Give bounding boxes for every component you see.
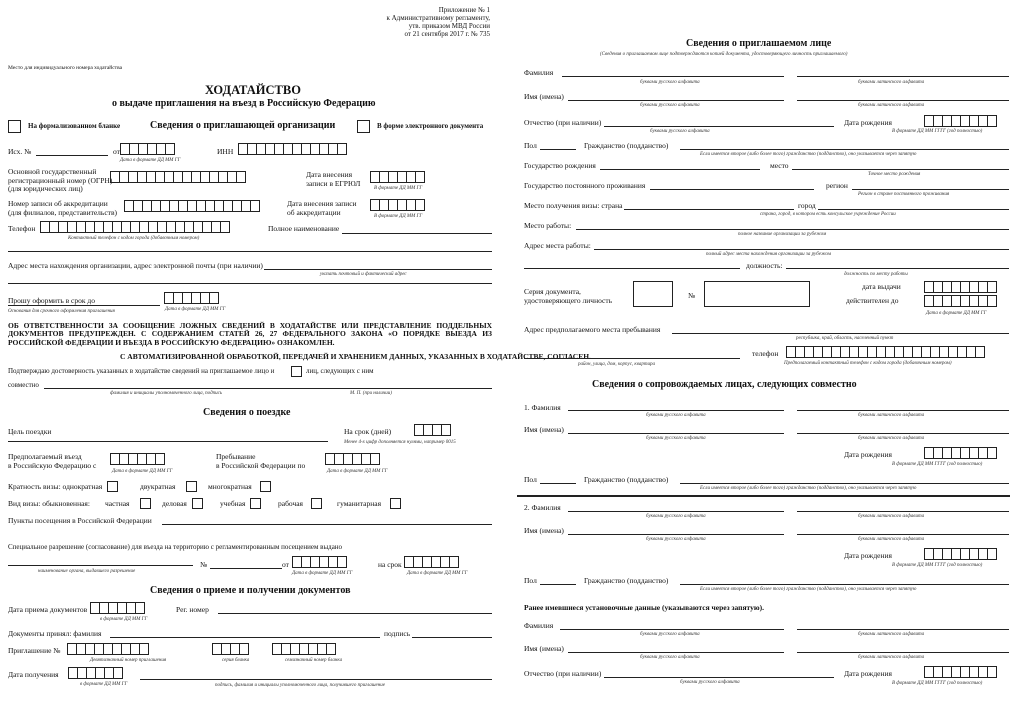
inv-name-lat-field[interactable] (797, 100, 1009, 101)
persons-label: лиц, следующих с ним (306, 367, 374, 375)
prev-birth-boxes[interactable] (924, 666, 996, 678)
invitation-no-label: Приглашение № (8, 646, 61, 655)
inviting-org-heading: Сведения о приглашающей организации (150, 120, 336, 131)
barcode-place: Место для индивидуального номера ходатайства (8, 65, 123, 71)
acc1-surname-lat[interactable] (797, 410, 1009, 411)
persons-count-box[interactable] (291, 366, 302, 377)
inv-name-rus-field[interactable] (568, 100, 784, 101)
char-cell[interactable] (239, 643, 249, 655)
receipt-date-boxes[interactable] (68, 667, 122, 679)
hint-rus: буквами русского алфавита (640, 655, 700, 660)
signature-line[interactable] (412, 637, 492, 638)
reg-no-field[interactable] (218, 613, 492, 614)
confirm-label: Подтверждаю достоверность указанных в ходатайстве сведений на приглашаемое лицо и (8, 367, 275, 375)
issue-date-label: дата выдачи (862, 282, 901, 291)
char-cell[interactable] (113, 667, 123, 679)
ogrn-label: Основной государственный регистрационный номер (ОГРН) (для юридических лиц) (8, 167, 113, 194)
invitation-no-boxes[interactable] (67, 643, 148, 655)
prev-name-rus[interactable] (568, 652, 784, 653)
acc2-birth-boxes[interactable] (924, 548, 996, 560)
purpose-field[interactable] (8, 441, 328, 442)
visa-place-label: Место получения визы: страна (524, 201, 623, 210)
liability-warning: ОБ ОТВЕТСТВЕННОСТИ ЗА СООБЩЕНИЕ ЛОЖНЫХ СВЕДЕНИЙ В ХОДАТАЙСТВЕ ИЛИ ПРЕДСТАВЛЕНИЕ ПОДДЕЛЬНЫХ ДОКУМЕНТОВ ПРЕДУПРЕЖДЕН. С СОДЕРЖАНИЕМ СТАТЕЙ 26, 27 ФЕДЕРАЛЬНОГО ЗАКОНА «О ПОРЯДКЕ ВЫЕЗДА ИЗ РОССИЙСКОЙ ФЕДЕРАЦИИ И ВЪЕЗДА В РОССИЙСКУЮ ФЕДЕРАЦИЮ» ОЗНАКОМЛЕН. (8, 321, 492, 347)
inv-birth-date-label: Дата рождения (844, 118, 892, 127)
char-cell[interactable] (326, 643, 336, 655)
char-cell[interactable] (415, 199, 425, 211)
hint-rus: буквами русского алфавита (646, 537, 706, 542)
valid-until-label: действителен до (846, 296, 899, 305)
single-entry-checkbox[interactable] (107, 481, 118, 492)
acc2-citizenship-hint: Если имеется второе (либо более того) гражданство (подданство), оно указывается через запятую (700, 587, 917, 592)
accept-date-label: Дата приема документов (8, 605, 88, 614)
org-address-label: Адрес места нахождения организации, адрес электронной почты (при наличии) (8, 261, 263, 270)
char-cell[interactable] (987, 666, 997, 678)
out-no-field[interactable] (36, 155, 108, 156)
hint-lat: буквами латинского алфавита (858, 103, 925, 108)
hint-rus: буквами русского алфавита (680, 680, 740, 685)
char-cell[interactable] (987, 281, 997, 293)
private-label: частная (105, 499, 130, 508)
doc-series-box[interactable] (633, 281, 673, 307)
signature-field[interactable] (44, 388, 492, 389)
org-address-field-2[interactable] (8, 283, 492, 284)
prev-birth-label: Дата рождения (844, 669, 892, 678)
hint-rus: буквами русского алфавита (640, 103, 700, 108)
position-field[interactable] (786, 268, 1009, 269)
acc2-citizenship-field[interactable] (680, 584, 1009, 585)
invitation-no-hint: Девятизначный номер приглашения (90, 658, 167, 663)
duration-label: На срок (дней) (344, 427, 392, 436)
stay-address-label: Адрес предполагаемого места пребывания (524, 325, 661, 334)
receipt-date-hint: в формате ДД ММ ГГ (80, 682, 128, 687)
char-cell[interactable] (139, 643, 149, 655)
char-cell[interactable] (337, 556, 347, 568)
together-label: совместно (8, 381, 39, 389)
accept-date-hint: в формате ДД ММ ГГ (100, 617, 148, 622)
multiple-entry-checkbox[interactable] (260, 481, 271, 492)
accr-date-label: Дата внесения записи об аккредитации (287, 199, 357, 217)
issue-date-boxes[interactable] (924, 281, 996, 293)
prev-name-label: Имя (имена) (524, 644, 564, 653)
char-cell[interactable] (337, 143, 347, 155)
acc1-birth-label: Дата рождения (844, 450, 892, 459)
accr-no-boxes[interactable] (124, 200, 259, 212)
permit-until-label: на срок (378, 560, 402, 569)
entry-date-hint: Дата в формате ДД ММ ГГ (112, 469, 173, 474)
full-name-label: Полное наименование (268, 224, 340, 233)
birth-place-hint: Точное место рождения (868, 172, 921, 177)
blank-number-boxes[interactable] (272, 643, 335, 655)
acc1-surname-label: 1. Фамилия (524, 403, 561, 412)
char-cell[interactable] (987, 447, 997, 459)
humanitarian-label: гуманитарная (337, 499, 382, 508)
position-label: должность: (746, 261, 783, 270)
prev-birth-hint: В формате ДД ММ ГГГГ (год полностью) (892, 681, 983, 686)
humanitarian-checkbox[interactable] (390, 498, 401, 509)
accompanying-divider (517, 495, 1010, 497)
permit-no-field[interactable] (210, 568, 282, 569)
points-field[interactable] (162, 524, 492, 525)
char-cell[interactable] (370, 453, 380, 465)
permit-label: Специальное разрешение (согласование) для въезда на территорию с регламентированным посещением выдано (8, 543, 343, 551)
paper-format-label: На формализованном бланке (28, 122, 121, 130)
work-address-label: Адрес места работы: (524, 241, 591, 250)
acc1-sex-field[interactable] (540, 483, 576, 484)
duration-boxes[interactable] (414, 424, 450, 436)
permit-from-label: от (282, 560, 289, 569)
acc1-name-lat[interactable] (797, 433, 1009, 434)
signature-label: подпись (384, 629, 411, 638)
doc-no-label: № (688, 291, 696, 300)
inv-phone-boxes[interactable] (786, 346, 984, 358)
hint-lat: буквами латинского алфавита (858, 632, 925, 637)
work-address-hint: полный адрес места нахождения организации за рубежом (706, 252, 831, 257)
stay-address-hint-2: район, улица, дом, корпус, квартира (578, 362, 655, 367)
inv-phone-hint: Предполагаемый контактный телефон с кодом города (добавочным номером) (784, 361, 952, 366)
accept-date-boxes[interactable] (90, 602, 144, 614)
urgent-label: Прошу оформить в срок до (8, 296, 95, 305)
work-label: рабочая (278, 499, 304, 508)
out-date-boxes[interactable] (120, 143, 174, 155)
inv-surname-rus-field[interactable] (562, 76, 784, 77)
inv-name-label: Имя (имена) (524, 92, 564, 101)
stay-date-boxes[interactable] (325, 453, 379, 465)
egrul-date-label: Дата внесения записи в ЕГРЮЛ (306, 170, 361, 188)
work-checkbox[interactable] (311, 498, 322, 509)
visa-city-label: город (798, 201, 816, 210)
residence-state-field[interactable] (650, 189, 814, 190)
duration-hint: Менее 4-х цифр дополняется нулями, например 0015 (344, 440, 456, 445)
accompanying-heading: Сведения о сопровождаемых лицах, следующих совместно (592, 379, 857, 390)
form-title: ХОДАТАЙСТВО (205, 83, 301, 97)
region-field[interactable] (852, 189, 1009, 190)
inv-sex-label: Пол (524, 141, 537, 150)
inv-patronymic-label: Отчество (при наличии) (524, 118, 602, 127)
consent-text: С АВТОМАТИЗИРОВАННОЙ ОБРАБОТКОЙ, ПЕРЕДАЧЕЙ И ХРАНЕНИЕМ ДАННЫХ, УКАЗАННЫХ В ХОДАТАЙСТВЕ, СОГЛАСЕН. (120, 352, 591, 361)
acc2-name-label: Имя (имена) (524, 526, 564, 535)
reception-heading: Сведения о приеме и получении документов (150, 585, 351, 596)
inn-boxes[interactable] (238, 143, 346, 155)
inv-surname-label: Фамилия (524, 68, 554, 77)
stay-address-field-2[interactable] (524, 358, 740, 359)
invitee-heading-hint: (Сведения о приглашаемом лице подтверждаются копией документа, удостоверяющего личность приглашаемого) (600, 52, 848, 57)
visa-country-field[interactable] (624, 209, 794, 210)
char-cell[interactable] (165, 143, 175, 155)
permit-until-boxes[interactable] (404, 556, 458, 568)
permit-issuer-field[interactable] (8, 565, 193, 566)
char-cell[interactable] (155, 453, 165, 465)
out-date-hint: Дата в формате ДД ММ ГГ (120, 158, 181, 163)
residence-state-label: Государство постоянного проживания (524, 181, 646, 190)
inv-sex-field[interactable] (540, 149, 576, 150)
urgent-date-boxes[interactable] (164, 292, 218, 304)
visa-type-label: Вид визы: обыкновенная: (8, 499, 90, 508)
region-hint: Регион в стране постоянного проживания (858, 192, 950, 197)
char-cell[interactable] (236, 171, 246, 183)
org-phone-label: Телефон (8, 224, 36, 233)
inv-citizenship-field[interactable] (680, 149, 1009, 150)
acc2-surname-label: 2. Фамилия (524, 503, 561, 512)
acc2-surname-rus[interactable] (568, 511, 784, 512)
ogrn-boxes[interactable] (110, 171, 245, 183)
prev-patronymic-field[interactable] (604, 677, 834, 678)
citizenship-hint: Если имеется второе (либо более того) гражданство (подданство), оно указывается через запятую (700, 152, 917, 157)
stay-label: Пребывание в Российской Федерации по (216, 452, 306, 470)
double-entry-checkbox[interactable] (186, 481, 197, 492)
acc2-sex-field[interactable] (540, 584, 576, 585)
work-place-hint: полное название организации за рубежом (738, 232, 827, 237)
doc-number-box[interactable] (704, 281, 810, 307)
inv-surname-lat-field[interactable] (797, 76, 1009, 77)
acc1-sex-label: Пол (524, 475, 537, 484)
fio-hint: фамилия и инициалы уполномоченного лица, подпись (110, 391, 223, 396)
business-label: деловая (162, 499, 187, 508)
prev-surname-lat[interactable] (797, 629, 1009, 630)
birth-state-label: Государство рождения (524, 161, 596, 170)
birth-date-hint: В формате ДД ММ ГГГГ (год полностью) (892, 129, 983, 134)
hint-lat: буквами латинского алфавита (858, 655, 925, 660)
region-label: регион (826, 181, 848, 190)
inv-citizenship-label: Гражданство (подданство) (584, 141, 669, 150)
hint-lat: буквами латинского алфавита (858, 537, 925, 542)
acc2-birth-label: Дата рождения (844, 551, 892, 560)
inv-patronymic-field[interactable] (604, 126, 834, 127)
birth-state-field[interactable] (600, 169, 760, 170)
accr-no-label: Номер записи об аккредитации (для филиалов, представительств) (8, 199, 117, 217)
work-address-field[interactable] (594, 249, 1009, 250)
hint-lat: буквами латинского алфавита (858, 436, 925, 441)
acc1-citizenship-field[interactable] (680, 483, 1009, 484)
egrul-date-boxes[interactable] (370, 171, 424, 183)
paper-format-checkbox[interactable] (8, 120, 21, 133)
char-cell[interactable] (135, 602, 145, 614)
hint-rus: буквами русского алфавита (650, 129, 710, 134)
hint-lat: буквами латинского алфавита (858, 80, 925, 85)
prev-surname-label: Фамилия (524, 621, 554, 630)
char-cell[interactable] (415, 171, 425, 183)
doc-series-label: Серия документа, удостоверяющего личность (524, 287, 613, 305)
full-name-field-2[interactable] (8, 251, 492, 252)
prev-surname-rus[interactable] (560, 629, 784, 630)
valid-until-boxes[interactable] (924, 295, 996, 307)
series-boxes[interactable] (212, 643, 248, 655)
reg-no-label: Рег. номер (176, 605, 209, 614)
visa-city-field[interactable] (818, 209, 1009, 210)
accr-date-boxes[interactable] (370, 199, 424, 211)
acc2-name-rus[interactable] (568, 534, 784, 535)
inn-label: ИНН (217, 147, 234, 156)
char-cell[interactable] (987, 548, 997, 560)
hint-rus: буквами русского алфавита (640, 80, 700, 85)
position-hint: должность по месту работы (844, 272, 908, 277)
org-address-hint: указать почтовый и фактический адрес (320, 272, 407, 277)
stay-address-field[interactable] (672, 333, 1009, 334)
acc1-name-rus[interactable] (568, 433, 784, 434)
urgent-hint: Основания для срочного оформления приглашения (8, 309, 115, 314)
permit-hint: наименование органа, выдавшего разрешение (38, 569, 136, 574)
previous-data-heading: Ранее имевшиеся установочные данные (указываются через запятую). (524, 603, 764, 612)
visa-place-hint: страна, город, в котором есть консульское учреждение России (760, 212, 896, 217)
private-checkbox[interactable] (140, 498, 151, 509)
from-label: от (113, 147, 120, 156)
accepted-by-field[interactable] (110, 637, 380, 638)
inv-phone-label: телефон (752, 349, 779, 358)
prev-patronymic-label: Отчество (при наличии) (524, 669, 602, 678)
invitee-heading: Сведения о приглашаемом лице (686, 38, 832, 49)
org-phone-boxes[interactable] (40, 221, 229, 233)
out-no-label: Исх. № (8, 147, 32, 156)
multiplicity-label: Кратность визы: однократная (8, 482, 103, 491)
org-address-field[interactable] (264, 269, 492, 270)
acc1-citizenship-hint: Если имеется второе (либо более того) гражданство (подданство), оно указывается через запятую (700, 486, 917, 491)
urgent-reason-field[interactable] (8, 305, 160, 306)
prev-name-lat[interactable] (797, 652, 1009, 653)
char-cell[interactable] (449, 556, 459, 568)
business-checkbox[interactable] (192, 498, 203, 509)
approval-stamp: Приложение № 1 к Административному регламенту, утв. приказом МВД России от 21 сентября 2017 г. № 735 (386, 6, 490, 39)
acc2-name-lat[interactable] (797, 534, 1009, 535)
char-cell[interactable] (987, 295, 997, 307)
acc1-surname-rus[interactable] (568, 410, 784, 411)
receipt-date-label: Дата получения (8, 670, 59, 679)
double-label: двукратная (140, 482, 176, 491)
acc1-birth-boxes[interactable] (924, 447, 996, 459)
char-cell[interactable] (975, 346, 985, 358)
accr-date-hint: В формате ДД ММ ГГ (374, 214, 423, 219)
purpose-label: Цель поездки (8, 427, 52, 436)
stay-date-hint: Дата в формате ДД ММ ГГ (327, 469, 388, 474)
accepted-by-label: Документы принял: фамилия (8, 629, 102, 638)
egrul-date-hint: В формате ДД ММ ГГ (374, 186, 423, 191)
birth-place-field[interactable] (792, 169, 1009, 170)
work-place-label: Место работы: (524, 221, 572, 230)
study-label: учебная (220, 499, 246, 508)
acc2-surname-lat[interactable] (797, 511, 1009, 512)
study-checkbox[interactable] (250, 498, 261, 509)
acc1-birth-hint: В формате ДД ММ ГГГГ (год полностью) (892, 462, 983, 467)
trip-heading: Сведения о поездке (203, 407, 291, 418)
acc1-citizenship-label: Гражданство (подданство) (584, 475, 669, 484)
permit-until-hint: Дата в формате ДД ММ ГГ (407, 571, 468, 576)
series-hint: серия бланка (222, 658, 250, 663)
char-cell[interactable] (441, 424, 451, 436)
char-cell[interactable] (987, 115, 997, 127)
hint-lat: буквами латинского алфавита (858, 514, 925, 519)
electronic-format-checkbox[interactable] (357, 120, 370, 133)
urgent-date-hint: Дата в формате ДД ММ ГГ (165, 307, 226, 312)
char-cell[interactable] (250, 200, 260, 212)
work-address-field-2[interactable] (524, 268, 740, 269)
receipt-signature-field[interactable] (140, 679, 492, 680)
hint-lat: буквами латинского алфавита (858, 413, 925, 418)
char-cell[interactable] (220, 221, 230, 233)
valid-until-hint: Дата в формате ДД ММ ГГ (926, 311, 987, 316)
multiple-label: многократная (208, 482, 252, 491)
hint-rus: буквами русского алфавита (646, 436, 706, 441)
org-phone-hint: Контактный телефон с кодом города (добавочным номером) (68, 236, 200, 241)
acc2-birth-hint: В формате ДД ММ ГГГГ (год полностью) (892, 563, 983, 568)
acc1-name-label: Имя (имена) (524, 425, 564, 434)
work-place-field[interactable] (576, 229, 1009, 230)
stamp-hint: М. П. (при наличии) (350, 391, 392, 396)
receipt-hint: подпись, фамилия и инициалы уполномоченного лица, получившего приглашение (215, 683, 385, 688)
permit-date-boxes[interactable] (292, 556, 346, 568)
acc2-citizenship-label: Гражданство (подданство) (584, 576, 669, 585)
birth-place-label: место (770, 161, 789, 170)
electronic-format-label: В форме электронного документа (377, 122, 484, 130)
acc2-sex-label: Пол (524, 576, 537, 585)
hint-rus: буквами русского алфавита (646, 514, 706, 519)
full-name-field[interactable] (342, 233, 492, 234)
permit-date-hint: Дата в формате ДД ММ ГГ (292, 571, 353, 576)
hint-rus: буквами русского алфавита (646, 413, 706, 418)
form-subtitle: о выдаче приглашения на въезд в Российскую Федерацию (112, 98, 376, 109)
blank-number-hint: семизначный номер бланка (285, 658, 343, 663)
entry-label: Предполагаемый въезд в Российскую Федерацию с (8, 452, 97, 470)
entry-date-boxes[interactable] (110, 453, 164, 465)
stay-address-hint-1: республика, край, область, населенный пункт (796, 336, 894, 341)
points-label: Пункты посещения в Российской Федерации (8, 516, 152, 525)
char-cell[interactable] (209, 292, 219, 304)
inv-birth-date-boxes[interactable] (924, 115, 996, 127)
permit-no-label: № (200, 560, 208, 569)
hint-rus: буквами русского алфавита (640, 632, 700, 637)
